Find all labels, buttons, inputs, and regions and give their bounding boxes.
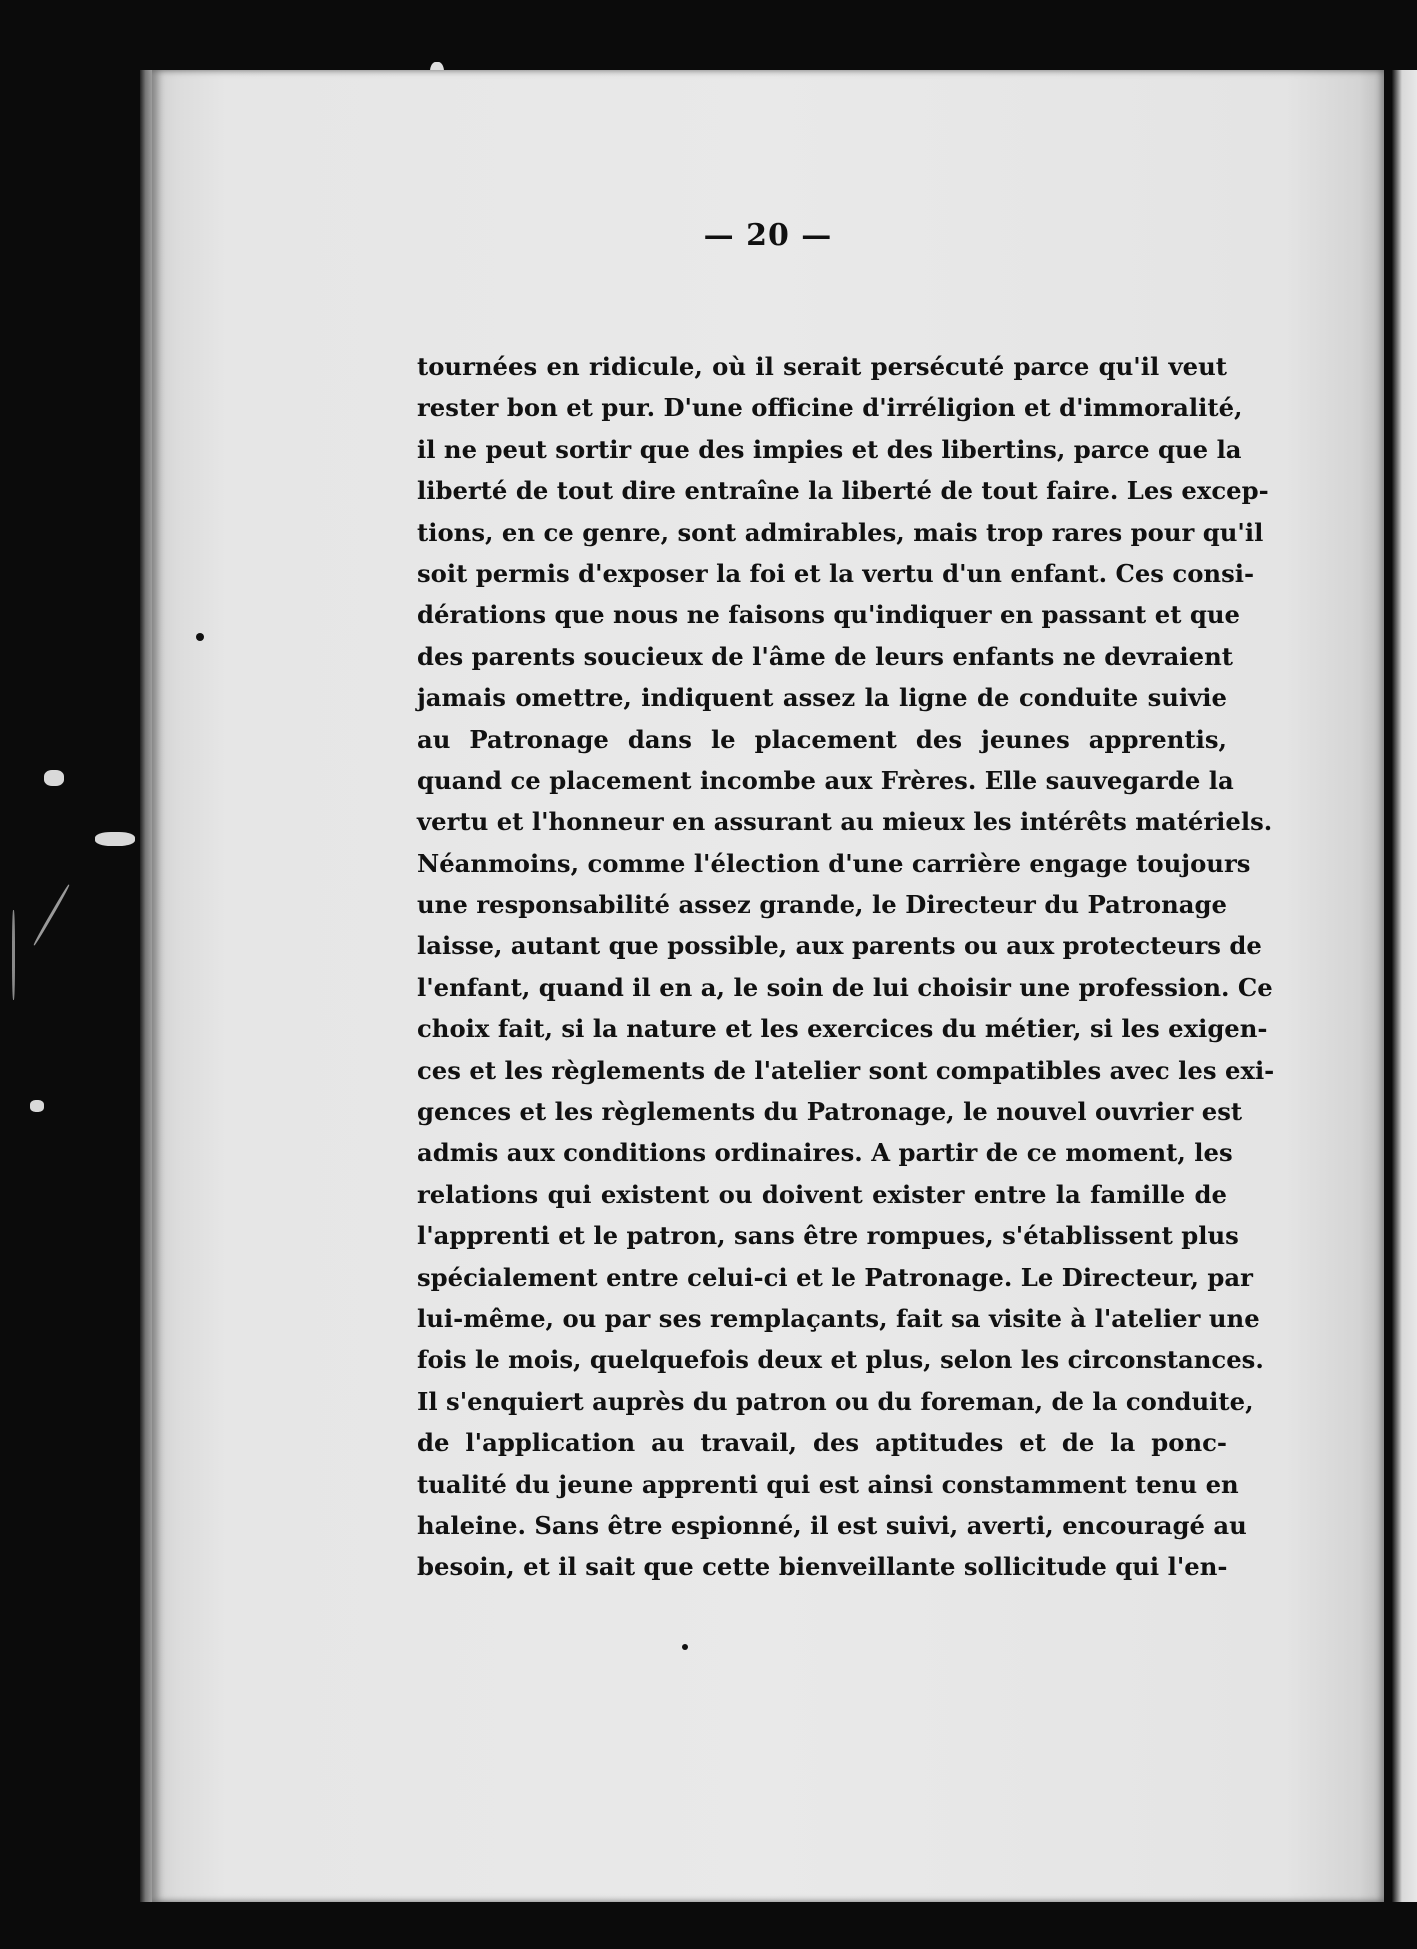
- text-line: spécialement entre celui-ci et le Patronage. Le Directeur, par: [417, 1262, 1253, 1292]
- text-line: rester bon et pur. D'une officine d'irréligion et d'immoralité,: [417, 393, 1243, 423]
- margin-dot: [196, 633, 204, 641]
- scan-speck: [44, 770, 64, 786]
- next-page-edge: [1392, 70, 1417, 1902]
- text-line: tournées en ridicule, où il serait persécuté parce qu'il veut: [417, 352, 1227, 381]
- text-line: laisse, autant que possible, aux parents ou aux protecteurs de: [417, 931, 1262, 961]
- text-line: jamais omettre, indiquent assez la ligne de conduite suivie: [417, 683, 1227, 713]
- text-line: l'enfant, quand il en a, le soin de lui choisir une profession. Ce: [417, 972, 1273, 1002]
- text-line: ces et les règlements de l'atelier sont compatibles avec les exi-: [417, 1055, 1275, 1085]
- text-line: Il s'enquiert auprès du patron ou du foreman, de la conduite,: [417, 1386, 1254, 1416]
- text-line: relations qui existent ou doivent exister entre la famille de: [417, 1179, 1227, 1209]
- text-line: de l'application au travail, des aptitudes et de la ponc-: [417, 1428, 1227, 1458]
- margin-dot: [682, 1644, 688, 1650]
- book-page: [152, 70, 1384, 1902]
- text-line: Néanmoins, comme l'élection d'une carrière engage toujours: [417, 848, 1251, 878]
- text-line: gences et les règlements du Patronage, le nouvel ouvrier est: [417, 1097, 1243, 1127]
- text-line: au Patronage dans le placement des jeunes apprentis,: [417, 724, 1227, 754]
- text-line: tualité du jeune apprenti qui est ainsi constamment tenu en: [417, 1469, 1239, 1499]
- text-line: des parents soucieux de l'âme de leurs enfants ne devraient: [417, 641, 1233, 671]
- text-line: admis aux conditions ordinaires. A partir de ce moment, les: [417, 1138, 1233, 1168]
- text-line: lui-même, ou par ses remplaçants, fait sa visite à l'atelier une: [417, 1303, 1260, 1333]
- text-line: tions, en ce genre, sont admirables, mais trop rares pour qu'il: [417, 517, 1264, 547]
- text-line: fois le mois, quelquefois deux et plus, selon les circonstances.: [417, 1345, 1264, 1375]
- text-line: choix fait, si la nature et les exercices du métier, si les exigen-: [417, 1014, 1268, 1044]
- text-line: liberté de tout dire entraîne la liberté de tout faire. Les excep-: [417, 476, 1269, 506]
- text-line: besoin, et il sait que cette bienveillante sollicitude qui l'en-: [417, 1552, 1228, 1582]
- body-text: [417, 346, 1275, 1588]
- text-line: une responsabilité assez grande, le Directeur du Patronage: [417, 890, 1227, 920]
- scan-speck: [12, 910, 15, 1000]
- scan-speck: [33, 884, 71, 946]
- text-line: l'apprenti et le patron, sans être rompues, s'établissent plus: [417, 1221, 1239, 1251]
- text-line: soit permis d'exposer la foi et la vertu d'un enfant. Ces consi-: [417, 558, 1255, 588]
- text-line: dérations que nous ne faisons qu'indiquer en passant et que: [417, 600, 1240, 630]
- scan-speck: [95, 832, 135, 846]
- scan-speck: [30, 1100, 44, 1112]
- text-line: haleine. Sans être espionné, il est suivi, averti, encouragé au: [417, 1510, 1247, 1540]
- text-line: quand ce placement incombe aux Frères. Elle sauvegarde la: [417, 765, 1234, 795]
- text-line: il ne peut sortir que des impies et des libertins, parce que la: [417, 434, 1242, 464]
- text-line: vertu et l'honneur en assurant au mieux les intérêts matériels.: [417, 807, 1273, 837]
- page-number: — 20 —: [703, 218, 833, 253]
